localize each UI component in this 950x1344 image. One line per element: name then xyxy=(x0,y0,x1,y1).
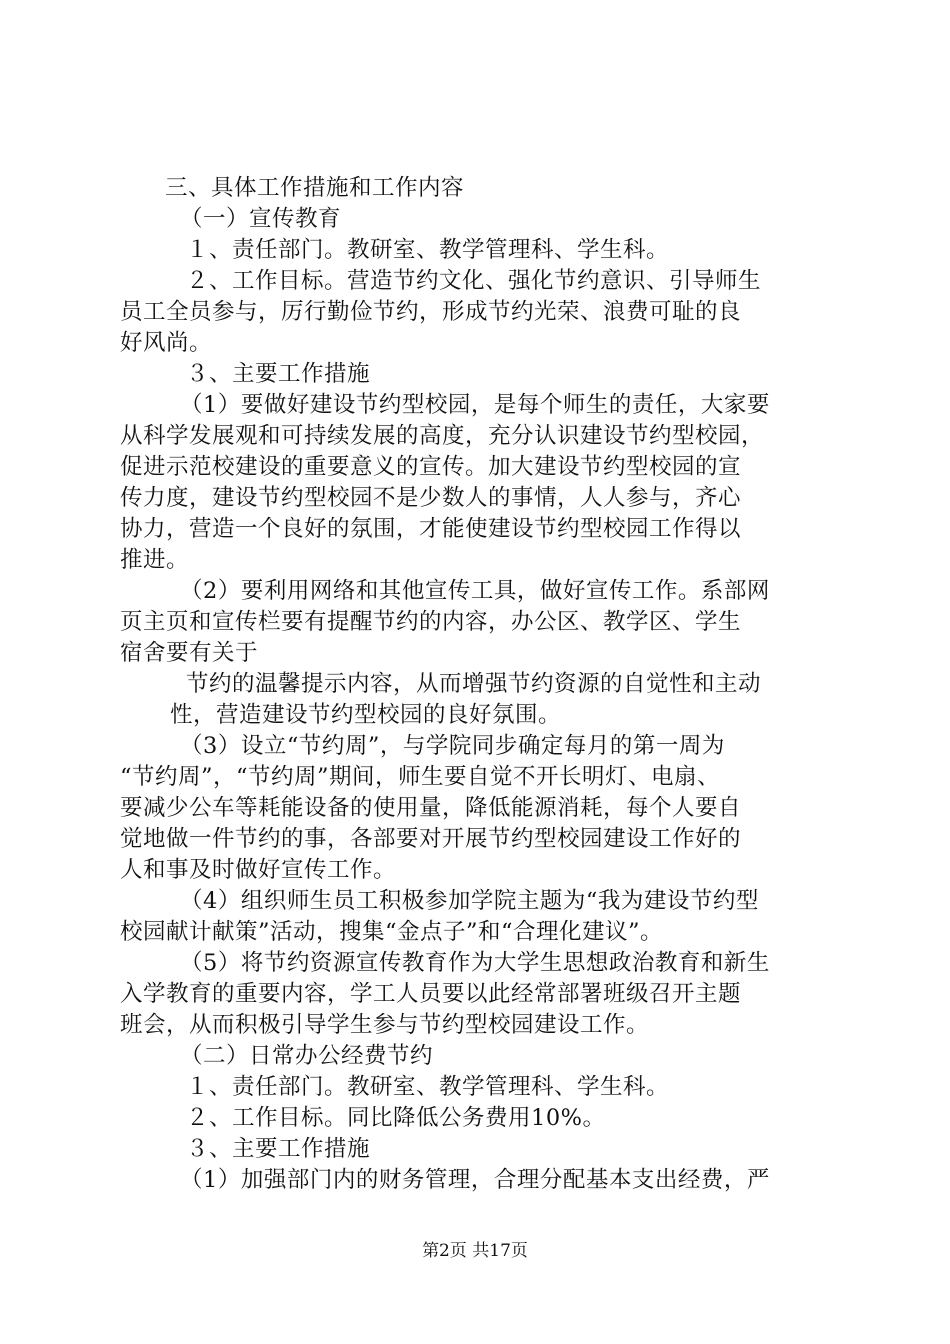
paragraph-line: 协力，营造一个良好的氛围，才能使建设节约型校园工作得以 xyxy=(120,516,742,542)
paragraph-line: （1）加强部门内的财务管理，合理分配基本支出经费，严 xyxy=(180,1167,770,1193)
paragraph-line: （1）要做好建设节约型校园，是每个师生的责任，大家要 xyxy=(180,392,770,418)
paragraph-line: 好风尚。 xyxy=(120,330,213,356)
paragraph-line: （3）设立“节约周”，与学院同步确定每月的第一周为 xyxy=(180,733,725,759)
paragraph-line: 入学教育的重要内容，学工人员要以此经常部署班级召开主题 xyxy=(120,981,742,1007)
subsection-heading: （二）日常办公经费节约 xyxy=(180,1043,434,1069)
paragraph-line: （2）要利用网络和其他宣传工具，做好宣传工作。系部网 xyxy=(180,578,770,604)
paragraph-line: 校园献计献策”活动，搜集“金点子”和“合理化建议”。 xyxy=(120,919,664,945)
paragraph-line: 节约的温馨提示内容，从而增强节约资源的自觉性和主动 xyxy=(186,671,762,697)
paragraph-line: １、责任部门。教研室、教学管理科、学生科。 xyxy=(186,237,670,263)
paragraph-line: 促进示范校建设的重要意义的宣传。加大建设节约型校园的宣 xyxy=(120,454,742,480)
paragraph-line: １、责任部门。教研室、教学管理科、学生科。 xyxy=(186,1074,670,1100)
paragraph-line: ２、工作目标。同比降低公务费用10%。 xyxy=(186,1105,606,1131)
paragraph-line: ２、工作目标。营造节约文化、强化节约意识、引导师生 xyxy=(186,268,762,294)
section-heading: 三、具体工作措施和工作内容 xyxy=(165,175,465,201)
paragraph-line: 页主页和宣传栏要有提醒节约的内容，办公区、教学区、学生 xyxy=(120,609,742,635)
paragraph-line: （5）将节约资源宣传教育作为大学生思想政治教育和新生 xyxy=(180,950,770,976)
paragraph-line: 宿舍要有关于 xyxy=(120,640,259,666)
paragraph-line: ３、主要工作措施 xyxy=(186,1136,371,1162)
paragraph-line: 传力度，建设节约型校园不是少数人的事情，人人参与，齐心 xyxy=(120,485,742,511)
paragraph-line: （4）组织师生员工积极参加学院主题为“我为建设节约型 xyxy=(180,888,759,914)
paragraph-line: “节约周”，“节约周”期间，师生要自觉不开长明灯、电扇、 xyxy=(120,764,721,790)
paragraph-line: 要减少公车等耗能设备的使用量，降低能源消耗，每个人要自 xyxy=(120,795,742,821)
paragraph-line: ３、主要工作措施 xyxy=(186,361,371,387)
paragraph-line: 班会，从而积极引导学生参与节约型校园建设工作。 xyxy=(120,1012,650,1038)
paragraph-line: 性，营造建设节约型校园的良好氛围。 xyxy=(170,702,562,728)
subsection-heading: （一）宣传教育 xyxy=(180,206,342,232)
paragraph-line: 推进。 xyxy=(120,547,190,573)
paragraph-line: 人和事及时做好宣传工作。 xyxy=(120,857,397,883)
paragraph-line: 从科学发展观和可持续发展的高度，充分认识建设节约型校园， xyxy=(120,423,765,449)
document-body xyxy=(120,173,835,1196)
paragraph-line: 觉地做一件节约的事，各部要对开展节约型校园建设工作好的 xyxy=(120,826,742,852)
page-footer: 第2页 共17页 xyxy=(422,1241,528,1261)
paragraph-line: 员工全员参与，厉行勤俭节约，形成节约光荣、浪费可耻的良 xyxy=(120,299,742,325)
